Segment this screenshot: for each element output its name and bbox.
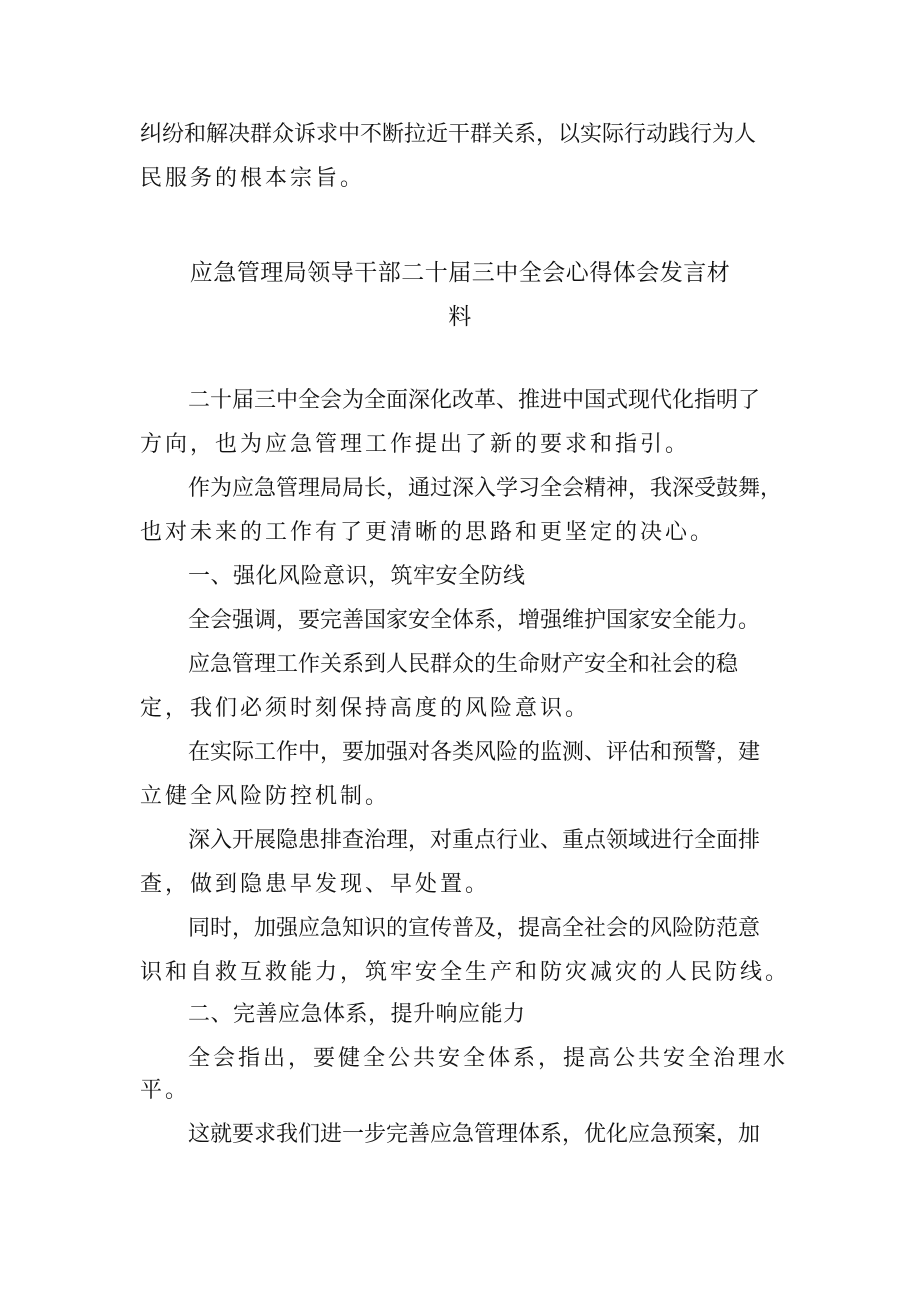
text-line: 查，做到隐患早发现、早处置。 (140, 872, 491, 897)
text-line: 全会指出，要健全公共安全体系，提高公共安全治理水 (188, 1046, 789, 1071)
text-line: 应急管理工作关系到人民群众的生命财产安全和社会的稳 (188, 652, 739, 677)
text-line: 民服务的根本宗旨。 (140, 166, 366, 191)
text-line: 作为应急管理局局长，通过深入学习全会精神，我深受鼓舞， (188, 476, 783, 501)
text-line: 识和自救互救能力，筑牢安全生产和防灾减灾的人民防线。 (140, 960, 791, 985)
text-line: 也对未来的工作有了更清晰的思路和更坚定的决心。 (140, 520, 716, 545)
text-line: 深入开展隐患排查治理，对重点行业、重点领域进行全面排 (188, 828, 761, 853)
text-line: 纠纷和解决群众诉求中不断拉近干群关系，以实际行动践行为人 (140, 122, 757, 147)
text-line: 二十届三中全会为全面深化改革、推进中国式现代化指明了 (188, 388, 761, 413)
section-heading: 一、强化风险意识，筑牢安全防线 (188, 564, 526, 589)
text-line: 方向，也为应急管理工作提出了新的要求和指引。 (140, 432, 691, 457)
text-line: 同时，加强应急知识的宣传普及，提高全社会的风险防范意 (188, 916, 761, 941)
text-line: 立健全风险防控机制。 (140, 784, 391, 809)
text-line: 这就要求我们进一步完善应急管理体系，优化应急预案，加 (188, 1122, 761, 1147)
text-line: 定，我们必须时刻保持高度的风险意识。 (140, 696, 591, 721)
document-title-continuation: 料 (448, 304, 472, 330)
text-line: 平。 (140, 1078, 191, 1103)
document-title: 应急管理局领导干部二十届三中全会心得体会发言材 (189, 260, 731, 286)
section-heading: 二、完善应急体系，提升响应能力 (188, 1002, 526, 1027)
text-line: 全会强调，要完善国家安全体系，增强维护国家安全能力。 (188, 608, 761, 633)
text-line: 在实际工作中，要加强对各类风险的监测、评估和预警，建 (188, 740, 761, 765)
